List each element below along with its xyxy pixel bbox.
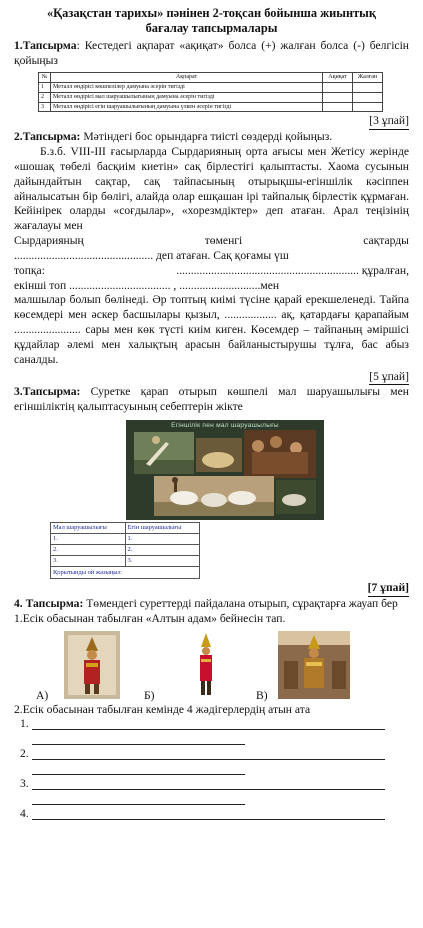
task2-paragraph-2: малшылар болып бөлінеді. Әр топтың киімі түсіне қарай ерекшеленеді. Тайпа көсемдері мен әскер басшылары қызыл, .................. ақ, қатардағы қарапайым ....................... сары мен көк түсті киім киген. Көсемдер – тайпаның әміршісі құдайлар әлемі мен халықтың арасын байланыстырушы тұлға, бас абыз саналды.	[14, 293, 409, 366]
image-caption: Егіншілік пен мал шаруашылығы	[171, 422, 279, 430]
answer-line-2[interactable]: 2.	[14, 747, 409, 762]
task4-question-1: 1.Есік обасынан табылған «Алтын адам» бейнесін тап.	[14, 611, 286, 625]
table-row	[51, 545, 200, 556]
task1-label: 1.Тапсырма	[14, 39, 77, 53]
task2-blank-1[interactable]: ................................................ деп атаған. Сақ қоғамы үш	[14, 248, 289, 262]
col-false-header: Жалған	[353, 72, 383, 82]
herding-cell[interactable]: 3.	[51, 556, 126, 567]
task3-label: 3.Тапсырма:	[14, 385, 81, 399]
row-num: 1	[39, 82, 51, 92]
answer-line-1-cont[interactable]	[14, 732, 409, 747]
col-herding-header: Мал шаруашылығы	[51, 523, 126, 534]
title-line-1: «Қазақстан тарихы» пәнінен 2-тоқсан бойынша жиынтық	[46, 6, 376, 20]
task3-text: Суретке қарап отырып көшпелі мал шаруашылығы мен егіншіліктің қалыптасуының себептерін жікте	[14, 385, 409, 414]
herding-cell[interactable]: 2.	[51, 545, 126, 556]
golden-man-photo-a[interactable]	[64, 631, 120, 699]
task2-instruction	[14, 130, 409, 145]
task4-text: Төмендегі суреттерді пайдалана отырып, сұрақтарға жауап бер	[83, 596, 398, 610]
false-cell[interactable]	[353, 82, 383, 92]
answer-line-3-cont[interactable]	[14, 792, 409, 807]
golden-man-photo-c[interactable]	[278, 631, 350, 699]
task3-table	[50, 522, 200, 579]
table-row	[51, 534, 200, 545]
task3-points: [7 ұпай]	[14, 581, 409, 597]
row-text: Металл өндірісі көшпелілер дамуына әсерін тигізді	[51, 82, 323, 92]
option-a-label: А)	[36, 688, 49, 702]
row-num: 2	[39, 92, 51, 102]
table-row	[51, 567, 200, 579]
golden-man-photo-b[interactable]	[190, 631, 222, 699]
col-farming-header: Егін шаруашылығы	[125, 523, 199, 534]
task2-blank-3[interactable]: екінші топ ................................... , ............................мен	[14, 278, 280, 292]
task2-paragraph-1: Б.з.б. VIII-III ғасырларда Сырдарияның орта ағысы мен Жетісу жерінде «шошақ төбелі басқиім киетін» сақ бірлестігі қалыптасты. Хаома сусынын дайындайтын сақтар, сақ тайпасының отырықшы-егіншілік кәсіппен айналысатын бір бөлігі, алайда олар ешқашан ірі тайпалық бірлестік құрмаған. Кейінірек оларды «соғдылар», «хорезмдіктер» деп атаған. Арал теңізінің жағалауы мен	[14, 145, 409, 233]
table-row	[39, 102, 383, 112]
option-c-label: В)	[256, 688, 268, 702]
task1-table-header	[39, 72, 383, 82]
task3-instruction	[14, 385, 409, 415]
task2-points: [5 ұпай]	[14, 370, 409, 386]
task2-line-syrdarya: Сырдарияның төменгі сақтарды	[14, 234, 409, 248]
col-num-header: №	[39, 72, 51, 82]
task2-text: Мәтіндегі бос орындарға тиісті сөздерді қойыңыз.	[80, 130, 333, 144]
farming-herding-collage	[126, 420, 324, 520]
true-cell[interactable]	[323, 92, 353, 102]
task2-label: 2.Тапсырма:	[14, 130, 81, 144]
false-cell[interactable]	[353, 102, 383, 112]
row-text: Металл өндірісі егін шаруашылығының дамуына үлкен әсерін тигізді	[51, 102, 323, 112]
col-true-header: Ақиқат	[323, 72, 353, 82]
task1-points: [3 ұпай]	[14, 114, 409, 130]
farming-cell[interactable]: 3.	[125, 556, 199, 567]
conclusion-cell[interactable]: Қорытынды ой жазыңыз:	[51, 567, 200, 579]
worksheet-title	[14, 6, 409, 36]
farming-cell[interactable]: 2.	[125, 545, 199, 556]
col-info-header: Ақпарат	[51, 72, 323, 82]
answer-line-1[interactable]: 1.	[14, 717, 409, 732]
task1-table	[38, 72, 383, 113]
task3-table-header	[51, 523, 200, 534]
task1-instruction	[14, 39, 409, 69]
task4-question-2: 2.Есік обасынан табылған кемінде 4 жәдігерлердің атын ата	[14, 702, 311, 716]
task4-instruction	[14, 597, 409, 612]
table-row	[51, 556, 200, 567]
golden-man-options	[14, 631, 409, 703]
row-num: 3	[39, 102, 51, 112]
herding-cell[interactable]: 1.	[51, 534, 126, 545]
false-cell[interactable]	[353, 92, 383, 102]
title-line-2: бағалау тапсырмалары	[145, 21, 278, 36]
row-text: Металл өндірісі мал шаруашылығының дамуына әсерін тигізді	[51, 92, 323, 102]
answer-line-2-cont[interactable]	[14, 762, 409, 777]
true-cell[interactable]	[323, 102, 353, 112]
table-row	[39, 92, 383, 102]
farming-cell[interactable]: 1.	[125, 534, 199, 545]
task2-blank-2[interactable]: топқа: ............................................................... құралған,	[14, 263, 409, 277]
collage-illustration	[126, 420, 324, 520]
task1-text: : Кестедегі ақпарат «ақиқат» болса (+) жалған болса (-) белгісін қойыңыз	[14, 39, 409, 68]
true-cell[interactable]	[323, 82, 353, 92]
option-b-label: Б)	[144, 688, 155, 702]
table-row	[39, 82, 383, 92]
task4-label: 4. Тапсырма:	[14, 596, 84, 610]
answer-line-3[interactable]: 3.	[14, 777, 409, 792]
answer-line-4[interactable]: 4.	[14, 807, 409, 822]
